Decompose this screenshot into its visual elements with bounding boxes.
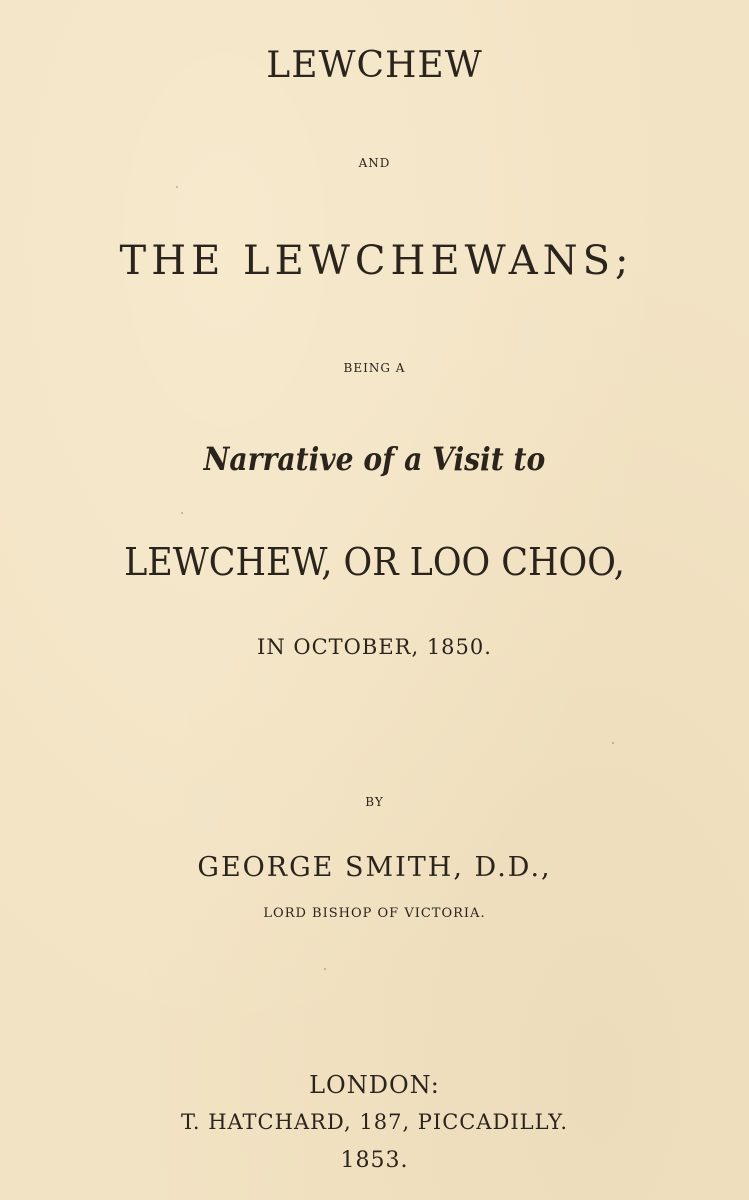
publication-city: LONDON: [309,1071,440,1099]
visit-date: IN OCTOBER, 1850. [257,635,492,659]
publisher: T. HATCHARD, 187, PICCADILLY. [180,1110,569,1134]
paper-speck [324,968,326,970]
title-line-2: THE LEWCHEWANS; [119,238,634,284]
narrative-subtitle: Narrative of a Visit to [203,440,546,478]
being-a-text: BEING A [343,361,406,375]
author-title: LORD BISHOP OF VICTORIA. [263,906,486,921]
place-subtitle: LEWCHEW, OR LOO CHOO, [124,540,625,584]
conjunction-and: AND [358,156,391,170]
author-name: GEORGE SMITH, D.D., [197,852,552,883]
paper-speck [176,186,178,188]
by-text: BY [365,795,384,809]
publication-year: 1853. [340,1148,409,1173]
title-line-1: LEWCHEW [266,45,483,86]
paper-speck [612,742,614,744]
paper-speck [181,512,183,514]
